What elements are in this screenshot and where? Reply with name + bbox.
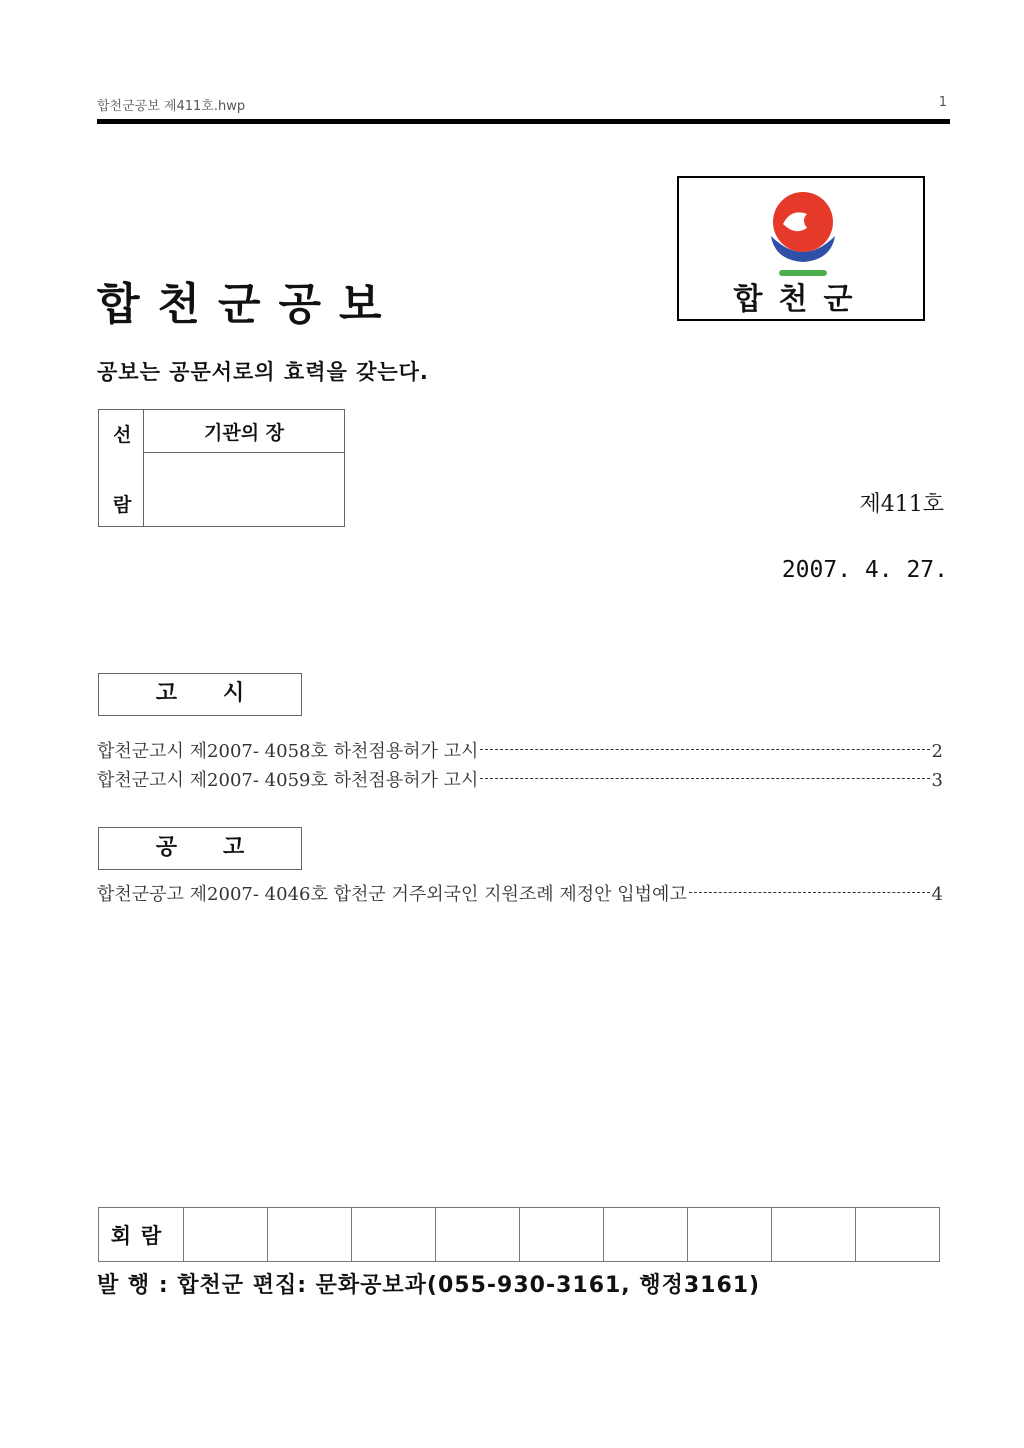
toc-entry[interactable] (97, 737, 943, 763)
issue-number: 제411호 (859, 492, 944, 517)
toc-entry[interactable] (97, 766, 943, 792)
toc-entry-text: 합천군공고 제2007- 4046호 합천군 거주외국인 지원조례 제정안 입법예고 (97, 884, 687, 905)
header-divider (97, 119, 950, 124)
county-emblem-icon (761, 190, 845, 282)
review-signature-cell[interactable] (352, 1208, 436, 1262)
review-signature-cell[interactable] (436, 1208, 520, 1262)
review-signature-cell[interactable] (184, 1208, 268, 1262)
toc-entry-page: 3 (931, 770, 943, 791)
header-page-number: 1 (938, 95, 947, 110)
toc-entry-page: 2 (931, 741, 943, 762)
review-signature-cell[interactable] (772, 1208, 856, 1262)
circulation-signature-cell[interactable] (144, 453, 345, 527)
review-signature-cell[interactable] (520, 1208, 604, 1262)
logo-text: 합천군 (733, 282, 869, 317)
circulation-table (98, 409, 345, 527)
review-label: 회람 (99, 1208, 184, 1262)
issue-date: 2007. 4. 27. (781, 557, 948, 583)
toc-entry-text: 합천군고시 제2007- 4058호 하천점용허가 고시 (97, 741, 479, 762)
review-signature-cell[interactable] (268, 1208, 352, 1262)
section-announcement-heading: 공고 (98, 827, 302, 870)
review-signature-cell[interactable] (856, 1208, 940, 1262)
page-title: 합천군공보 (97, 279, 400, 330)
publisher-footer: 발 행 : 합천군 편집: 문화공보과(055-930-3161, 행정3161) (97, 1273, 761, 1298)
toc-entry-page: 4 (931, 884, 943, 905)
circulation-header: 기관의 장 (144, 410, 345, 453)
circulation-side-bottom: 람 (113, 494, 132, 516)
toc-entry-text: 합천군고시 제2007- 4059호 하천점용허가 고시 (97, 770, 479, 791)
review-signature-cell[interactable] (604, 1208, 688, 1262)
toc-entry[interactable] (97, 880, 943, 906)
toc-leader (480, 749, 929, 751)
toc-leader (689, 892, 930, 894)
page-subtitle: 공보는 공문서로의 효력을 갖는다. (97, 360, 429, 384)
section-notice-heading: 고시 (98, 673, 302, 716)
county-logo (677, 176, 925, 321)
toc-leader (480, 778, 929, 780)
review-signature-cell[interactable] (688, 1208, 772, 1262)
circulation-side-top: 선 (113, 424, 132, 446)
header-filename: 합천군공보 제411호.hwp (97, 99, 246, 114)
review-table (98, 1207, 940, 1262)
circulation-side-label (99, 410, 144, 527)
